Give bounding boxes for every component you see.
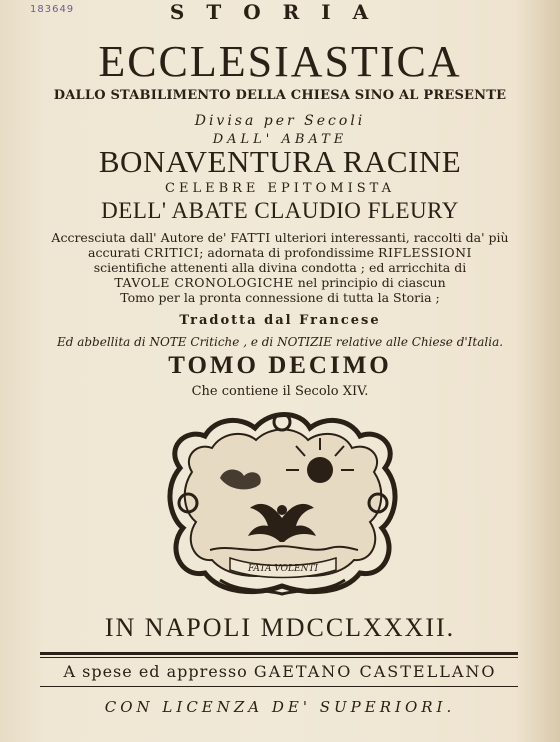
desc-text: ulteriori interessanti, raccolti da' più — [274, 230, 509, 245]
rule-thin — [40, 686, 518, 687]
divisa-per-secoli: Divisa per Secoli — [194, 113, 366, 129]
abb-caps: NOTE — [149, 335, 187, 349]
double-rule-thick — [40, 652, 518, 655]
celebre-epitomista: CELEBRE EPITOMISTA — [165, 181, 395, 196]
description-line-3: scientifiche attenenti alla divina condotta ; ed arricchita di — [93, 260, 467, 275]
tradotta-line: Tradotta dal Francese — [179, 313, 381, 328]
desc-caps: FATTI — [230, 230, 271, 245]
desc-caps: CRITICI — [143, 245, 200, 260]
publisher-line — [0, 662, 560, 682]
shelf-mark: 183649 — [30, 4, 75, 15]
abb-text: Critiche , e di — [190, 335, 274, 349]
description-line-4 — [0, 275, 560, 290]
desc-text: accurati — [88, 245, 140, 260]
title-ecclesiastica: ECCLESIASTICA — [98, 37, 462, 86]
abb-caps: NOTIZIE — [277, 335, 333, 349]
abb-text: relative alle Chiese d'Italia. — [335, 335, 504, 349]
description-line-2 — [0, 245, 560, 260]
volume-contents: Che contiene il Secolo XIV. — [191, 384, 369, 399]
description-line-1 — [0, 230, 560, 245]
fleury-line: DELL' ABATE CLAUDIO FLEURY — [101, 198, 459, 223]
printers-device-vignette — [160, 408, 405, 598]
title-storia: STORIA — [169, 0, 391, 24]
desc-text: nel principio di ciascun — [297, 275, 446, 290]
licence-line: CON LICENZA DE' SUPERIORI. — [104, 698, 456, 716]
volume-title: TOMO DECIMO — [168, 352, 392, 379]
double-rule-thin — [40, 657, 518, 658]
vignette-motto: FATA VOLENTI — [247, 564, 319, 574]
dall-abate: DALL' ABATE — [212, 132, 348, 147]
desc-caps: TAVOLE CRONOLOGICHE — [114, 275, 294, 290]
imprint-place-date: IN NAPOLI MDCCLXXXII. — [104, 613, 456, 642]
publisher-prefix: A spese ed appresso — [63, 662, 248, 681]
subtitle: DALLO STABILIMENTO DELLA CHIESA SINO AL PRESENTE — [53, 88, 507, 103]
description-line-5: Tomo per la pronta connessione di tutta la Storia ; — [120, 290, 440, 305]
abbellita-line — [0, 335, 560, 350]
desc-text: Accresciuta dall' Autore de' — [51, 230, 227, 245]
abb-text: Ed abbellita di — [56, 335, 146, 349]
publisher-name: GAETANO CASTELLANO — [253, 662, 497, 681]
author-name: BONAVENTURA RACINE — [98, 144, 462, 179]
desc-caps: RIFLESSIONI — [378, 245, 472, 260]
desc-text: ; adornata di profondissime — [199, 245, 375, 260]
